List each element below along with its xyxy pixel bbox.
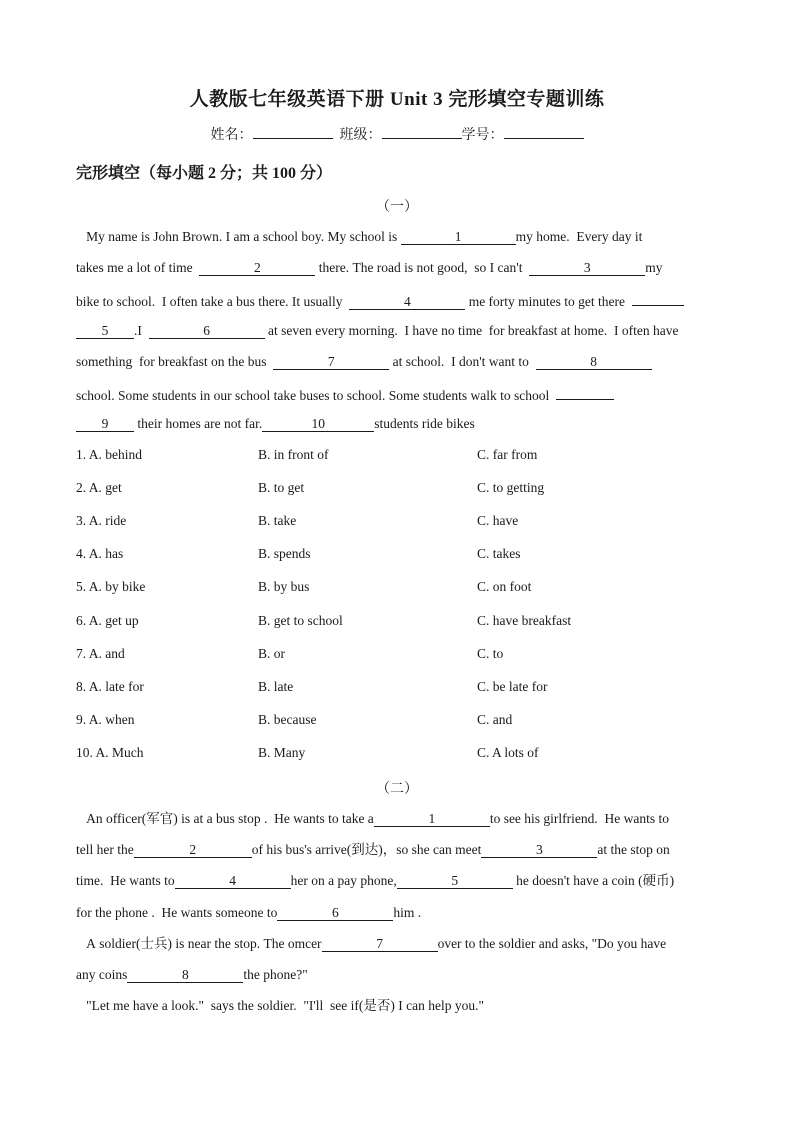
passage-text: any coins	[76, 967, 128, 982]
part1-line	[76, 290, 684, 311]
option-row	[0, 745, 794, 763]
answer-option[interactable]: 3. A. ride	[76, 513, 127, 529]
id-label: 学号：	[461, 128, 504, 143]
answer-blank[interactable]: 4	[175, 873, 291, 889]
passage-text: tell her the	[76, 842, 134, 858]
part2-line	[76, 810, 669, 828]
passage-text: over to the soldier and asks, "Do you have	[437, 935, 667, 951]
answer-blank[interactable]	[632, 290, 684, 306]
answer-blank[interactable]: 9	[76, 416, 134, 432]
answer-blank[interactable]: 2	[134, 842, 252, 858]
answer-option[interactable]: 8. A. late for	[76, 678, 144, 694]
option-row	[0, 712, 794, 730]
part2-line	[76, 872, 674, 890]
passage-text: An officer(军官) is at a bus stop . He wants to take a	[76, 811, 374, 826]
passage-text: there. The road is not good, so I can't	[315, 260, 530, 276]
passage-text: school. Some students in our school take buses to school. Some students walk to school	[76, 388, 556, 403]
option-row	[0, 646, 794, 664]
passage-text: My name is John Brown. I am a school boy. My school is	[76, 229, 401, 244]
answer-option[interactable]: B. late	[258, 678, 294, 694]
student-info	[0, 124, 794, 144]
part1-line	[76, 259, 663, 277]
option-row	[0, 613, 794, 631]
part2-line	[76, 904, 421, 922]
passage-text: he doesn't have a coin (硬币)	[512, 873, 675, 889]
option-row	[0, 579, 794, 597]
section-heading: 完形填空（每小题 2 分；共 100 分）	[76, 165, 333, 182]
answer-blank[interactable]: 7	[322, 936, 438, 952]
answer-option[interactable]: C. on foot	[477, 579, 532, 595]
option-row	[0, 546, 794, 564]
passage-text: students ride bikes	[374, 416, 475, 432]
passage-text: the phone?"	[243, 967, 308, 982]
option-row	[0, 679, 794, 697]
name-blank[interactable]	[253, 124, 333, 139]
answer-blank[interactable]: 6	[149, 323, 265, 339]
answer-blank[interactable]: 5	[397, 873, 513, 889]
answer-option[interactable]: C. to getting	[477, 480, 545, 496]
answer-option[interactable]: B. by bus	[258, 579, 310, 595]
option-row	[0, 480, 794, 498]
answer-option[interactable]: 6. A. get up	[76, 612, 139, 628]
answer-blank[interactable]: 10	[262, 416, 374, 432]
part2-line	[76, 997, 484, 1015]
answer-option[interactable]: B. or	[258, 645, 285, 661]
part2-line	[76, 966, 308, 984]
answer-option[interactable]: C. A lots of	[477, 744, 539, 760]
passage-text: at seven every morning. I have no time for breakfast at home. I often have	[264, 322, 679, 338]
answer-option[interactable]: C. to	[477, 645, 504, 661]
answer-option[interactable]: C. far from	[477, 447, 538, 462]
answer-blank[interactable]: 5	[76, 323, 134, 339]
part1-line	[76, 384, 614, 405]
answer-blank[interactable]	[556, 384, 614, 400]
passage-text: for the phone . He wants someone to	[76, 904, 278, 920]
answer-option[interactable]: 10. A. Much	[76, 744, 144, 760]
passage-text: her on a pay phone,	[290, 873, 397, 889]
page-title: 人教版七年级英语下册 Unit 3 完形填空专题训练	[189, 89, 605, 110]
passage-text: .I	[134, 322, 149, 338]
passage-text: of his bus's arrive(到达)，so she can meet	[251, 842, 482, 858]
id-blank[interactable]	[504, 124, 584, 139]
part2-line	[76, 935, 666, 953]
part2-heading: （二）	[376, 782, 418, 797]
passage-text: time. He wants to	[76, 873, 175, 889]
part2-line	[76, 841, 670, 859]
passage-text: A soldier(士兵) is near the stop. The omcer	[76, 935, 322, 951]
option-row	[0, 447, 794, 465]
answer-option[interactable]: 9. A. when	[76, 711, 135, 727]
passage-text: "Let me have a look." says the soldier. "I'll see if(是否) I can help you."	[76, 998, 484, 1014]
answer-option[interactable]: B. to get	[258, 480, 305, 496]
answer-blank[interactable]: 2	[199, 260, 315, 276]
answer-option[interactable]: B. get to school	[258, 612, 343, 628]
answer-option[interactable]: 2. A. get	[76, 480, 122, 496]
part1-line	[76, 353, 652, 371]
passage-text: their homes are not far.	[134, 416, 263, 432]
part1-line	[76, 415, 475, 433]
passage-text: me forty minutes to get there	[465, 294, 632, 310]
passage-text: takes me a lot of time	[76, 260, 200, 276]
answer-option[interactable]: 7. A. and	[76, 645, 125, 661]
class-blank[interactable]	[382, 124, 462, 139]
class-label: 班级：	[339, 128, 382, 143]
answer-blank[interactable]: 8	[536, 354, 652, 370]
answer-option[interactable]: B. spends	[258, 546, 311, 562]
passage-text: at school. I don't want to	[389, 353, 536, 369]
answer-option[interactable]: B. in front of	[258, 447, 329, 462]
answer-option[interactable]: 1. A. behind	[76, 447, 142, 462]
answer-blank[interactable]: 4	[349, 294, 465, 310]
passage-text: at the stop on	[597, 842, 670, 858]
answer-option[interactable]: C. be late for	[477, 678, 548, 694]
passage-text: bike to school. I often take a bus there. It usually	[76, 294, 350, 310]
answer-option[interactable]: C. have	[477, 513, 519, 529]
passage-text: my	[645, 260, 663, 276]
answer-option[interactable]: C. and	[477, 711, 513, 727]
answer-blank[interactable]: 3	[481, 842, 597, 858]
passage-text: him .	[393, 904, 422, 920]
passage-text: something for breakfast on the bus	[76, 353, 274, 369]
answer-option[interactable]: B. take	[258, 513, 297, 529]
part1-heading: （一）	[376, 200, 418, 215]
answer-blank[interactable]: 6	[277, 905, 393, 921]
name-label: 姓名：	[210, 128, 253, 143]
answer-option[interactable]: 4. A. has	[76, 546, 124, 562]
part1-line	[76, 322, 678, 340]
answer-blank[interactable]: 3	[529, 260, 645, 276]
answer-blank[interactable]: 1	[401, 229, 516, 245]
answer-blank[interactable]: 8	[127, 967, 243, 983]
answer-option[interactable]: C. takes	[477, 546, 521, 562]
answer-option[interactable]: B. because	[258, 711, 317, 727]
answer-blank[interactable]: 1	[374, 811, 490, 827]
answer-blank[interactable]: 7	[273, 354, 389, 370]
answer-option[interactable]: B. Many	[258, 744, 306, 760]
option-row	[0, 513, 794, 531]
part1-line	[76, 228, 642, 246]
answer-option[interactable]: C. have breakfast	[477, 612, 572, 628]
passage-text: my home. Every day it	[515, 229, 643, 244]
answer-option[interactable]: 5. A. by bike	[76, 579, 146, 595]
passage-text: to see his girlfriend. He wants to	[489, 811, 670, 826]
